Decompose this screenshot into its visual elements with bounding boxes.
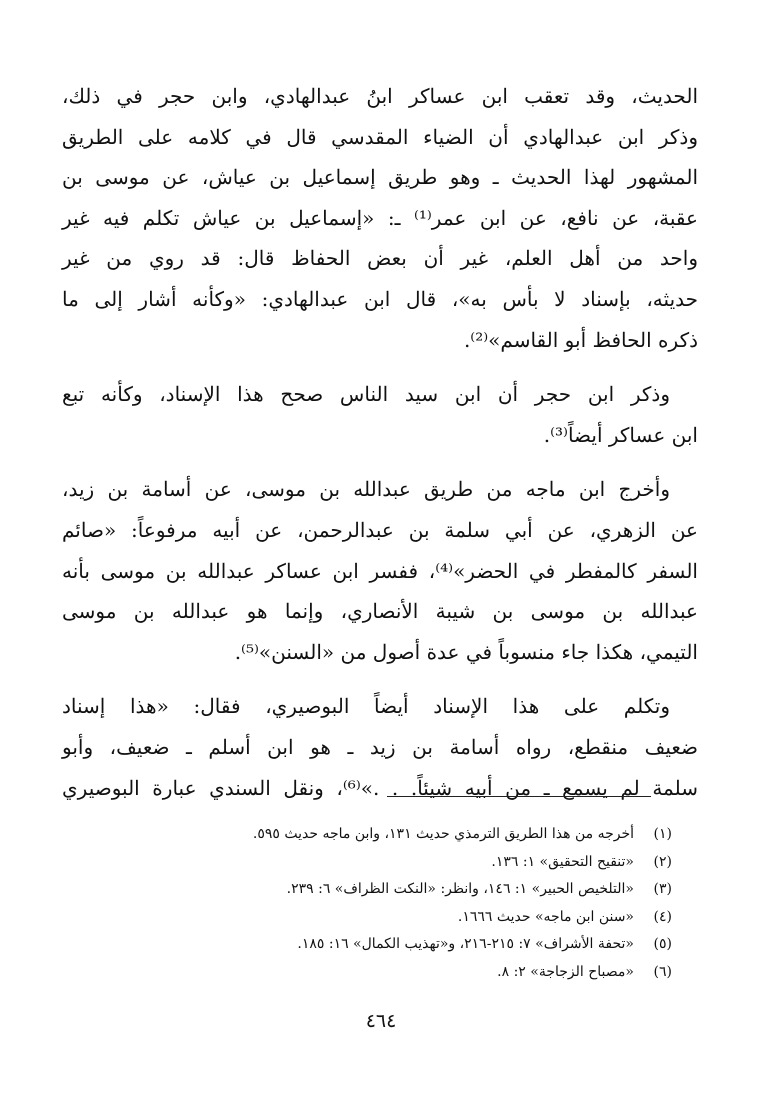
footnote-item bbox=[132, 821, 672, 849]
footnote-number: (١) bbox=[653, 826, 672, 842]
paragraph-4 bbox=[62, 686, 698, 808]
footnote-item bbox=[132, 904, 672, 932]
footnote-item bbox=[132, 959, 672, 987]
text-line: وتكلم على هذا الإسناد أيضاً البوصيري، فقال: «هذا إسناد bbox=[62, 694, 670, 719]
text-line: ضعيف منقطع، رواه أسامة بن زيد ـ هو ابن أسلم ـ ضعيف، وأبو bbox=[62, 734, 698, 759]
footnote-number: (٦) bbox=[653, 963, 672, 980]
footnote-number: (٥) bbox=[653, 936, 672, 953]
footnote-text: «تحفة الأشراف» ٧: ٢١٥-٢١٦، و«تهذيب الكمال» ١٦: ١٨٥. bbox=[297, 936, 634, 953]
footnote-text: «مصباح الزجاجة» ٢: ٨. bbox=[497, 963, 634, 980]
footnote-item bbox=[132, 931, 672, 959]
footnote-text: «سنن ابن ماجه» حديث ١٦٦٦. bbox=[457, 908, 634, 925]
footnote-text: «تنقيح التحقيق» ١: ١٣٦. bbox=[491, 853, 634, 870]
footnote-number: (٢) bbox=[653, 853, 672, 870]
footnote-number: (٣) bbox=[653, 881, 672, 898]
text-line: سلمة لم يسمع ـ من أبيه شيئاً. . .»⁽⁶⁾، ونقل السندي عبارة البوصيري bbox=[62, 775, 698, 800]
footnote-number: (٤) bbox=[653, 908, 672, 925]
footnote-text: «التلخيص الحبير» ١: ١٤٦، وانظر: «النكت الظراف» ٦: ٢٣٩. bbox=[286, 881, 634, 898]
text-line: الحديث، وقد تعقب ابن عساكر ابنُ عبدالهادي، وابن حجر في ذلك، bbox=[62, 84, 698, 108]
paragraph-3 bbox=[62, 469, 698, 672]
text-line: وذكر ابن عبدالهادي أن الضياء المقدسي قال في كلامه على الطريق bbox=[62, 124, 698, 149]
text-line: واحد من أهل العلم، غير أن بعض الحفاظ قال: قد روي من غير bbox=[62, 246, 698, 271]
footnote-item bbox=[132, 849, 672, 877]
text-line: عن الزهري، عن أبي سلمة بن عبدالرحمن، عن أبيه مرفوعاً: «صائم bbox=[62, 517, 698, 542]
footnotes bbox=[132, 821, 672, 987]
text-line: حديثه، بإسناد لا بأس به»، قال ابن عبدالهادي: «وكأنه أشار إلى ما bbox=[62, 286, 698, 311]
text-line: عقبة، عن نافع، عن ابن عمر⁽¹⁾ ـ: «إسماعيل بن عياش تكلم فيه غير bbox=[62, 205, 698, 230]
text-line: ذكره الحافظ أبو القاسم»⁽²⁾. bbox=[463, 327, 698, 352]
text-line: وأخرج ابن ماجه من طريق عبدالله بن موسى، عن أسامة بن زيد، bbox=[62, 477, 670, 502]
footnote-text: أخرجه من هذا الطريق الترمذي حديث ١٣١، وابن ماجه حديث ٥٩٥. bbox=[252, 826, 634, 842]
page-number: ٤٦٤ bbox=[365, 1010, 397, 1032]
paragraph-1 bbox=[62, 76, 698, 360]
text-line: المشهور لهذا الحديث ـ وهو طريق إسماعيل بن عياش، عن موسى بن bbox=[62, 165, 698, 190]
footnote-item bbox=[132, 876, 672, 904]
main-text bbox=[62, 76, 698, 808]
text-line: ابن عساكر أيضاً⁽³⁾. bbox=[543, 422, 698, 447]
text-line: السفر كالمفطر في الحضر»⁽⁴⁾، ففسر ابن عساكر عبدالله بن موسى بأنه bbox=[62, 558, 698, 583]
text-line: التيمي، هكذا جاء منسوباً في عدة أصول من «السنن»⁽⁵⁾. bbox=[234, 639, 698, 664]
text-line: عبدالله بن موسى بن شيبة الأنصاري، وإنما هو عبدالله بن موسى bbox=[62, 599, 698, 624]
paragraph-2 bbox=[62, 374, 698, 455]
text-line: وذكر ابن حجر أن ابن سيد الناس صحح هذا الإسناد، وكأنه تبع bbox=[62, 382, 670, 407]
footnote-divider bbox=[387, 796, 651, 797]
